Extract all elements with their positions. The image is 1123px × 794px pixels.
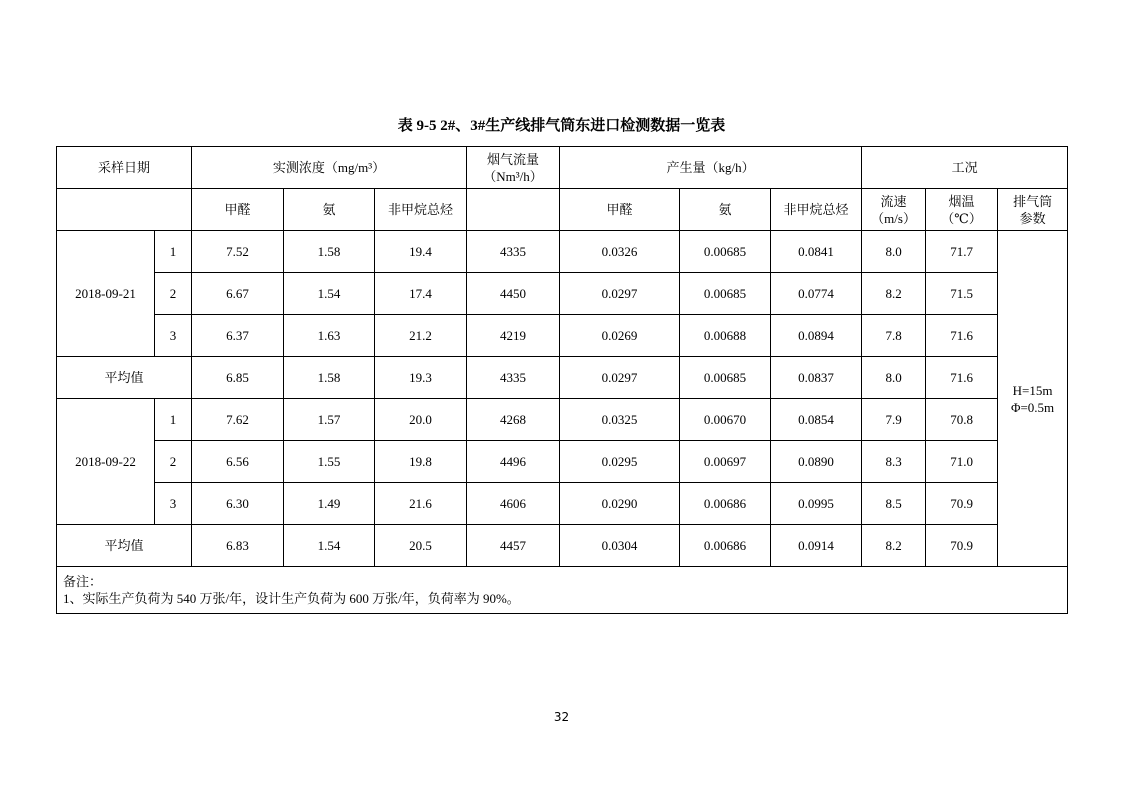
data-cell: 0.0841 — [771, 231, 862, 273]
table-row — [57, 315, 1068, 357]
header-smoke-temp — [926, 189, 998, 231]
data-cell: 19.8 — [375, 441, 467, 483]
data-cell: 0.00686 — [680, 483, 771, 525]
sample-no-cell: 1 — [155, 231, 192, 273]
header-flow-speed — [862, 189, 926, 231]
date-cell: 2018-09-21 — [57, 231, 155, 357]
header-prod-nmhc: 非甲烷总烃 — [771, 189, 862, 231]
data-cell: 4496 — [467, 441, 560, 483]
page-number: 32 — [553, 710, 570, 724]
stack-height: H=15m — [1012, 382, 1053, 398]
data-cell: 4606 — [467, 483, 560, 525]
sample-no-cell: 3 — [155, 483, 192, 525]
data-cell: 0.0269 — [560, 315, 680, 357]
data-cell: 4450 — [467, 273, 560, 315]
notes-row — [57, 567, 1068, 614]
header-conc-nmhc: 非甲烷总烃 — [375, 189, 467, 231]
data-cell: 17.4 — [375, 273, 467, 315]
data-cell: 6.56 — [192, 441, 284, 483]
sample-no-cell: 2 — [155, 273, 192, 315]
avg-cell: 1.58 — [284, 357, 375, 399]
header-flue-gas-flow-line1: 烟气流量 — [487, 151, 540, 167]
table-row — [57, 231, 1068, 273]
data-cell: 6.67 — [192, 273, 284, 315]
avg-cell: 0.0837 — [771, 357, 862, 399]
header-empty-date — [57, 189, 192, 231]
data-cell: 0.0894 — [771, 315, 862, 357]
notes-cell — [57, 567, 1068, 614]
header-flue-gas-flow — [467, 147, 560, 189]
avg-cell: 0.00685 — [680, 357, 771, 399]
data-cell: 8.5 — [862, 483, 926, 525]
avg-cell: 1.54 — [284, 525, 375, 567]
data-cell: 0.00670 — [680, 399, 771, 441]
table-row — [57, 273, 1068, 315]
table-title: 表 9-5 2#、3#生产线排气筒东进口检测数据一览表 — [397, 118, 726, 134]
data-cell: 0.00685 — [680, 273, 771, 315]
avg-cell: 19.3 — [375, 357, 467, 399]
data-cell: 1.55 — [284, 441, 375, 483]
average-row — [57, 525, 1068, 567]
average-row — [57, 357, 1068, 399]
data-cell: 0.0774 — [771, 273, 862, 315]
header-prod-formaldehyde: 甲醛 — [560, 189, 680, 231]
avg-cell: 0.0304 — [560, 525, 680, 567]
data-cell: 70.8 — [926, 399, 998, 441]
data-cell: 71.7 — [926, 231, 998, 273]
data-cell: 4335 — [467, 231, 560, 273]
header-row-1 — [57, 147, 1068, 189]
header-sampling-date: 采样日期 — [57, 147, 192, 189]
data-cell: 1.63 — [284, 315, 375, 357]
avg-cell: 20.5 — [375, 525, 467, 567]
avg-cell: 0.00686 — [680, 525, 771, 567]
data-cell: 70.9 — [926, 483, 998, 525]
stack-params-value — [998, 231, 1068, 567]
header-measured-conc: 实测浓度（mg/m³） — [192, 147, 467, 189]
avg-cell: 8.0 — [862, 357, 926, 399]
data-cell: 7.8 — [862, 315, 926, 357]
data-cell: 8.0 — [862, 231, 926, 273]
data-cell: 0.00685 — [680, 231, 771, 273]
avg-cell: 71.6 — [926, 357, 998, 399]
data-cell: 0.00697 — [680, 441, 771, 483]
table-row — [57, 441, 1068, 483]
sample-no-cell: 1 — [155, 399, 192, 441]
header-empty-flow — [467, 189, 560, 231]
data-cell: 21.6 — [375, 483, 467, 525]
data-cell: 0.0297 — [560, 273, 680, 315]
data-table — [56, 146, 1068, 614]
header-flue-gas-flow-line2: （Nm³/h） — [483, 168, 543, 184]
data-cell: 8.3 — [862, 441, 926, 483]
data-cell: 0.0890 — [771, 441, 862, 483]
avg-cell: 70.9 — [926, 525, 998, 567]
data-cell: 6.30 — [192, 483, 284, 525]
data-cell: 0.00688 — [680, 315, 771, 357]
data-cell: 0.0995 — [771, 483, 862, 525]
data-cell: 1.54 — [284, 273, 375, 315]
table-row — [57, 399, 1068, 441]
header-smoke-temp-line1: 烟温 — [948, 193, 975, 209]
header-stack-params-line1: 排气筒 — [1013, 193, 1053, 209]
data-cell: 21.2 — [375, 315, 467, 357]
data-cell: 71.5 — [926, 273, 998, 315]
data-cell: 71.0 — [926, 441, 998, 483]
header-flow-speed-line2: （m/s） — [871, 210, 916, 226]
table-row — [57, 483, 1068, 525]
data-cell: 7.52 — [192, 231, 284, 273]
data-cell: 7.62 — [192, 399, 284, 441]
header-production: 产生量（kg/h） — [560, 147, 862, 189]
data-cell: 6.37 — [192, 315, 284, 357]
header-stack-params — [998, 189, 1068, 231]
avg-cell: 4457 — [467, 525, 560, 567]
data-cell: 1.57 — [284, 399, 375, 441]
header-stack-params-line2: 参数 — [1019, 210, 1046, 226]
sample-no-cell: 3 — [155, 315, 192, 357]
avg-cell: 6.83 — [192, 525, 284, 567]
average-label: 平均值 — [57, 357, 192, 399]
header-conc-ammonia: 氨 — [284, 189, 375, 231]
notes-line-1: 1、实际生产负荷为 540 万张/年，设计生产负荷为 600 万张/年，负荷率为 90%。 — [63, 591, 520, 606]
avg-cell: 6.85 — [192, 357, 284, 399]
data-cell: 0.0326 — [560, 231, 680, 273]
data-cell: 1.49 — [284, 483, 375, 525]
notes-label: 备注： — [63, 574, 103, 589]
header-row-2 — [57, 189, 1068, 231]
date-cell: 2018-09-22 — [57, 399, 155, 525]
data-cell: 1.58 — [284, 231, 375, 273]
avg-cell: 4335 — [467, 357, 560, 399]
data-cell: 71.6 — [926, 315, 998, 357]
data-cell: 7.9 — [862, 399, 926, 441]
avg-cell: 0.0297 — [560, 357, 680, 399]
header-smoke-temp-line2: （℃） — [941, 210, 982, 226]
header-conditions: 工况 — [862, 147, 1068, 189]
average-label: 平均值 — [57, 525, 192, 567]
avg-cell: 0.0914 — [771, 525, 862, 567]
data-cell: 0.0854 — [771, 399, 862, 441]
stack-diameter: Φ=0.5m — [1010, 399, 1055, 415]
data-cell: 0.0295 — [560, 441, 680, 483]
data-cell: 0.0290 — [560, 483, 680, 525]
header-prod-ammonia: 氨 — [680, 189, 771, 231]
header-conc-formaldehyde: 甲醛 — [192, 189, 284, 231]
data-cell: 19.4 — [375, 231, 467, 273]
avg-cell: 8.2 — [862, 525, 926, 567]
sample-no-cell: 2 — [155, 441, 192, 483]
data-cell: 4219 — [467, 315, 560, 357]
data-cell: 0.0325 — [560, 399, 680, 441]
data-cell: 20.0 — [375, 399, 467, 441]
header-flow-speed-line1: 流速 — [880, 193, 907, 209]
data-cell: 8.2 — [862, 273, 926, 315]
data-cell: 4268 — [467, 399, 560, 441]
